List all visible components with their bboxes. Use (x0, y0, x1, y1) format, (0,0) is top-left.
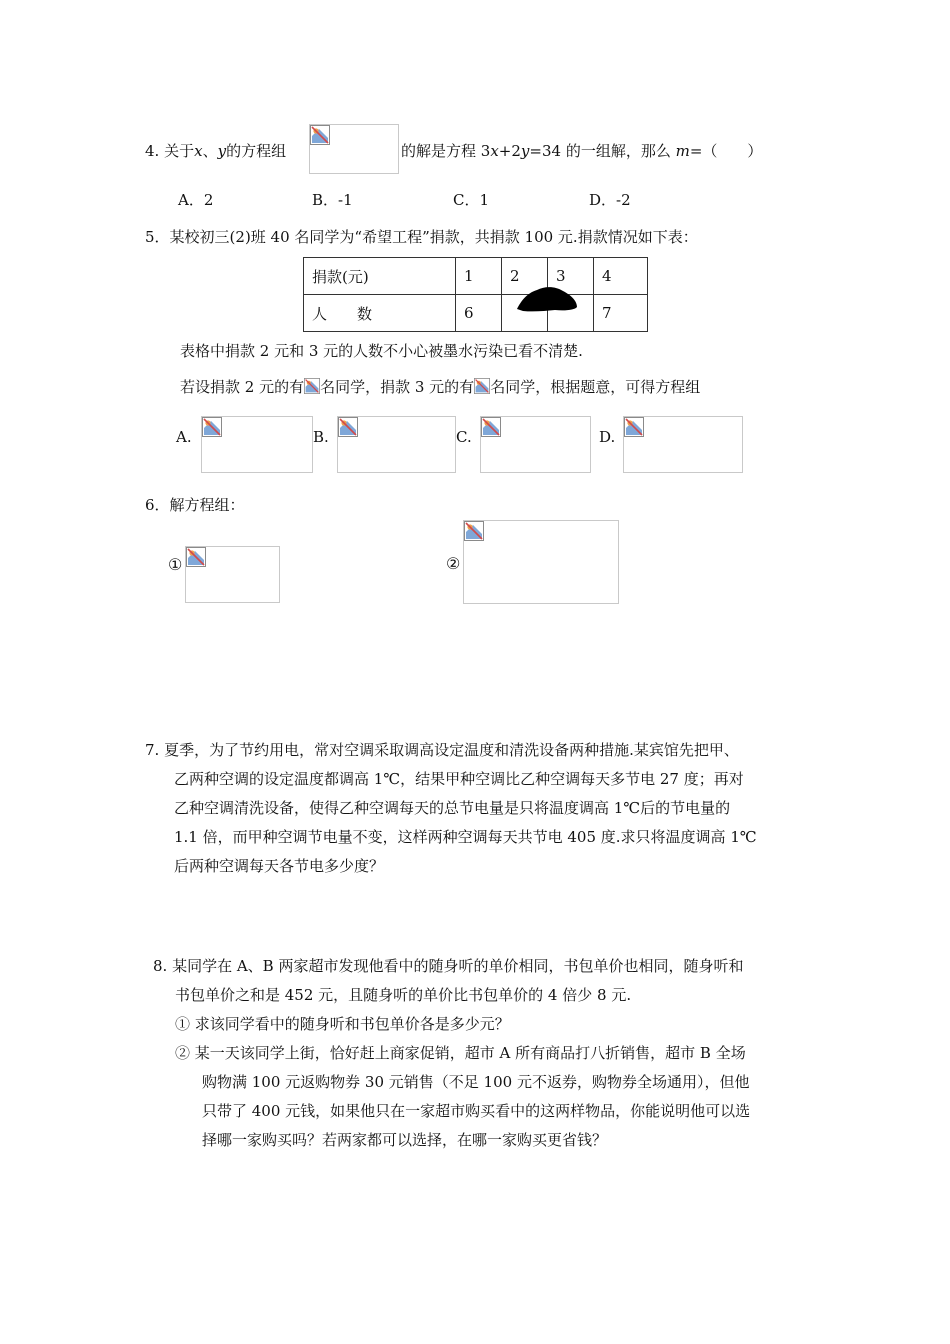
q4-text-tail: 的解是方程 3x+2y=34 的一组解，那么 m=（ ） (401, 142, 763, 160)
table-row (304, 295, 648, 332)
q4-option-b: B．-1 (312, 191, 353, 209)
q5-option-c-image (480, 416, 591, 473)
q6-sub2-label: ② (446, 554, 461, 573)
q5-option-c-label: C. (456, 428, 472, 446)
table-cell: 2 (502, 258, 548, 295)
q7-line-4: 1.1 倍，而甲种空调节电量不变，这样两种空调每天共节电 405 度.求只将温度调高 1℃ (174, 828, 757, 846)
q7-line-1: 7. 夏季，为了节约用电，常对空调采取调高设定温度和清洗设备两种措施.某宾馆先把甲、 (145, 741, 739, 759)
broken-image-icon (474, 378, 490, 394)
q8-line-7: 择哪一家购买吗？若两家都可以选择，在哪一家购买更省钱？ (202, 1131, 608, 1149)
q7-line-2: 乙两种空调的设定温度都调高 1℃，结果甲种空调比乙种空调每天多节电 27 度；再对 (174, 770, 744, 788)
donation-table (303, 257, 648, 332)
broken-image-icon (186, 547, 206, 567)
q5-line2: 表格中捐款 2 元和 3 元的人数不小心被墨水污染已看不清楚. (180, 342, 583, 360)
q4-equation-image (309, 124, 399, 174)
q5-option-a-image (201, 416, 313, 473)
table-row (304, 258, 648, 295)
q8-line-4: ② 某一天该同学上街，恰好赶上商家促销，超市 A 所有商品打八折销售，超市 B 全场 (175, 1044, 746, 1062)
q5-option-d-label: D. (599, 428, 616, 446)
q5-option-b-label: B. (313, 428, 329, 446)
q5-line1: 5．某校初三(2)班 40 名同学为“希望工程”捐款，共捐款 100 元.捐款情况如下表： (145, 228, 698, 246)
table-cell: 捐款(元) (304, 258, 456, 295)
q6-system1-image (185, 546, 280, 603)
q4-option-a: A．2 (178, 191, 214, 209)
broken-image-icon (481, 417, 501, 437)
table-cell: 人 数 (304, 295, 456, 332)
table-cell: 4 (594, 258, 648, 295)
q7-line-3: 乙种空调清洗设备，使得乙种空调每天的总节电量是只将温度调高 1℃后的节电量的 (174, 799, 731, 817)
table-cell: 1 (456, 258, 502, 295)
q8-line-3: ① 求该同学看中的随身听和书包单价各是多少元？ (175, 1015, 510, 1033)
q8-line-1: 8. 某同学在 A、B 两家超市发现他看中的随身听的单价相同，书包单价也相同，随身听和 (153, 957, 744, 975)
broken-image-icon (338, 417, 358, 437)
table-cell: 6 (456, 295, 502, 332)
broken-image-icon (310, 125, 330, 145)
broken-image-icon (464, 521, 484, 541)
q4-option-c: C．1 (453, 191, 490, 209)
q5-line3: 若设捐款 2 元的有 名同学，捐款 3 元的有 名同学，根据题意，可得方程组 (180, 378, 701, 396)
q8-line-5: 购物满 100 元返购物券 30 元销售（不足 100 元不返券，购物券全场通用），但他 (202, 1073, 750, 1091)
broken-image-icon (202, 417, 222, 437)
q6-sub1-label: ① (168, 555, 183, 574)
q8-line-6: 只带了 400 元钱，如果他只在一家超市购买看中的这两样物品，你能说明他可以选 (202, 1102, 751, 1120)
table-cell: 7 (594, 295, 648, 332)
table-cell: 3 (548, 258, 594, 295)
q4-text: 4. 关于x、y的方程组 (145, 142, 287, 160)
q5-option-a-label: A. (176, 428, 192, 446)
q5-option-d-image (623, 416, 743, 473)
q4-option-d: D．-2 (589, 191, 631, 209)
q5-option-b-image (337, 416, 456, 473)
q6-system2-image (463, 520, 619, 604)
broken-image-icon (624, 417, 644, 437)
q8-line-2: 书包单价之和是 452 元，且随身听的单价比书包单价的 4 倍少 8 元. (175, 986, 632, 1004)
ink-blot (515, 283, 579, 313)
q6-line: 6．解方程组： (145, 496, 245, 514)
q7-line-5: 后两种空调每天各节电多少度？ (174, 857, 385, 875)
broken-image-icon (304, 378, 320, 394)
